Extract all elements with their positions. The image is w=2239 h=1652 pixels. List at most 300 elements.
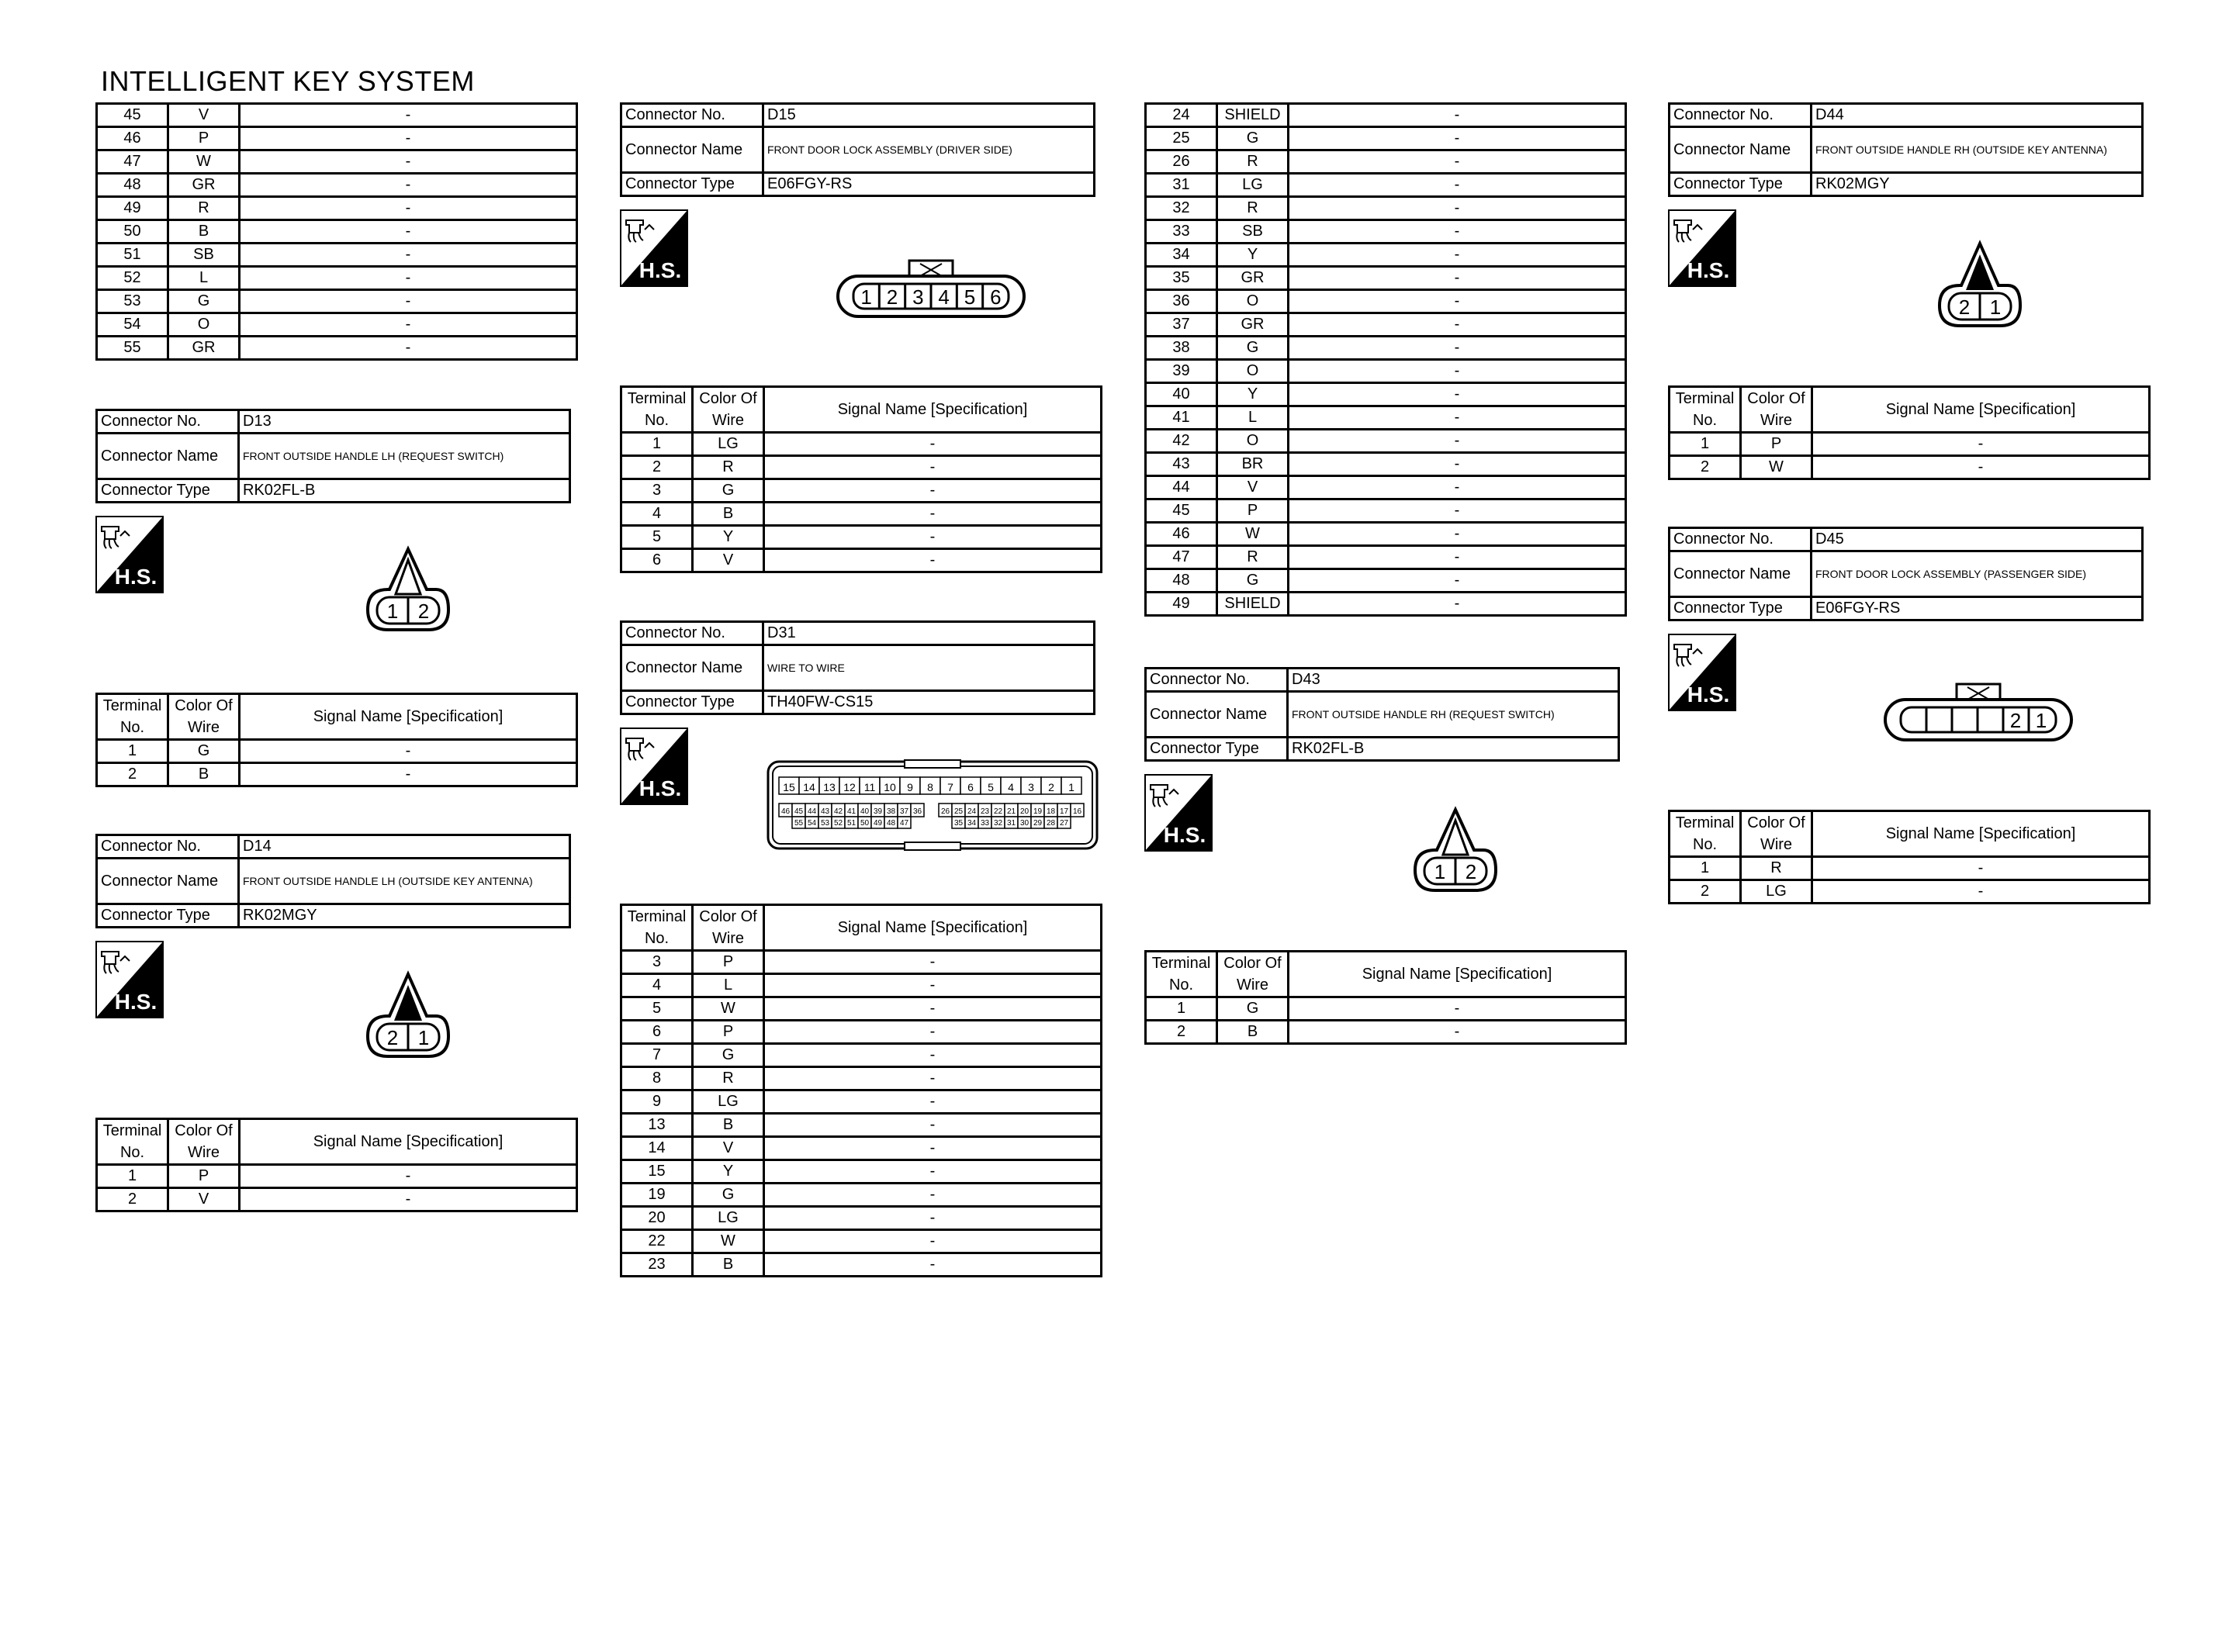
table-row (1146, 383, 1626, 406)
wire-color: V (168, 1188, 240, 1211)
table-row (621, 997, 1102, 1021)
terminal-table (1668, 385, 2151, 480)
signal-name: - (1289, 453, 1626, 476)
wire-color: O (1217, 360, 1289, 383)
terminal-no: 2 (97, 1188, 168, 1211)
signal-name: - (1812, 433, 2150, 456)
connector-field-label: Connector No. (621, 622, 763, 645)
table-row (1146, 997, 1626, 1021)
terminal-no: 14 (621, 1137, 693, 1160)
pin-label: 6 (967, 781, 974, 793)
pin-label: 25 (953, 807, 964, 816)
terminal-no: 52 (97, 267, 168, 290)
pin-label: 31 (1006, 819, 1016, 828)
connector-field-value: FRONT OUTSIDE HANDLE RH (REQUEST SWITCH) (1288, 692, 1619, 738)
pin-label: 27 (1059, 819, 1069, 828)
harness-side-icon (95, 941, 164, 1018)
pin-label: 22 (993, 807, 1003, 816)
terminal-table (620, 904, 1102, 1277)
terminal-no: 37 (1146, 313, 1217, 337)
signal-name-header: Signal Name [Specification] (764, 905, 1102, 951)
signal-name: - (764, 1044, 1102, 1067)
table-row (1146, 127, 1626, 150)
table-row (621, 433, 1102, 456)
terminal-no-header: Terminal No. (1146, 952, 1217, 997)
terminal-no: 50 (97, 220, 168, 244)
signal-name: - (1289, 244, 1626, 267)
terminal-no: 23 (621, 1253, 693, 1277)
wire-color: W (1741, 456, 1812, 479)
table-row (1670, 456, 2150, 479)
pin-label: 9 (907, 781, 913, 793)
wire-color: LG (693, 433, 764, 456)
connector-field-value: D44 (1812, 104, 2143, 127)
pin-label: 32 (993, 819, 1003, 828)
pin-label: 1 (417, 1026, 430, 1049)
table-row (1670, 857, 2150, 880)
terminal-table (1144, 102, 1627, 617)
table-row (1146, 546, 1626, 569)
signal-name: - (764, 1184, 1102, 1207)
pin-label: 37 (899, 807, 909, 816)
table-row (1146, 453, 1626, 476)
wire-color: L (693, 974, 764, 997)
signal-name: - (1289, 569, 1626, 593)
table-row (97, 220, 577, 244)
signal-name: - (240, 313, 577, 337)
connector-field-label: Connector No. (1670, 528, 1812, 551)
terminal-no: 6 (621, 1021, 693, 1044)
terminal-no: 1 (621, 433, 693, 456)
connector-field-value: RK02FL-B (1288, 738, 1619, 761)
table-row (621, 1090, 1102, 1114)
color-of-wire-header: Color Of Wire (693, 387, 764, 433)
wire-color: R (1217, 150, 1289, 174)
connector-d44-face (1933, 239, 2026, 330)
wire-color: V (693, 1137, 764, 1160)
terminal-no: 39 (1146, 360, 1217, 383)
terminal-no: 40 (1146, 383, 1217, 406)
connector-d14-info (95, 834, 571, 928)
table-row (1146, 593, 1626, 616)
terminal-no: 22 (621, 1230, 693, 1253)
signal-name: - (764, 951, 1102, 974)
pin-label: 14 (803, 781, 815, 793)
harness-side-icon (1668, 209, 1736, 287)
signal-name-header: Signal Name [Specification] (240, 694, 577, 740)
signal-name: - (240, 740, 577, 763)
connector-info-table (1668, 102, 2144, 197)
wire-color: W (1217, 523, 1289, 546)
wire-color: G (168, 740, 240, 763)
connector-field-label: Connector Type (1670, 173, 1812, 196)
pin-label: 1 (1068, 781, 1075, 793)
terminal-no: 20 (621, 1207, 693, 1230)
wire-color: SB (1217, 220, 1289, 244)
terminal-no: 32 (1146, 197, 1217, 220)
terminal-no: 13 (621, 1114, 693, 1137)
connector-field-label: Connector Name (1670, 551, 1812, 597)
pin-label: 23 (980, 807, 990, 816)
signal-name: - (1289, 546, 1626, 569)
table-row (621, 549, 1102, 572)
terminal-no: 31 (1146, 174, 1217, 197)
wire-color: B (693, 1114, 764, 1137)
connector-info-table (1144, 667, 1620, 762)
connector-d15-terminals (620, 385, 1102, 573)
terminal-no: 5 (621, 997, 693, 1021)
connector-field-label: Connector Type (97, 479, 239, 503)
pin-label: 47 (899, 819, 909, 828)
wire-color: W (693, 1230, 764, 1253)
wire-color: R (1217, 197, 1289, 220)
connector-field-label: Connector Type (621, 173, 763, 196)
terminal-table (1668, 810, 2151, 904)
signal-name: - (1812, 880, 2150, 904)
terminal-no: 35 (1146, 267, 1217, 290)
terminal-no: 49 (97, 197, 168, 220)
signal-name: - (764, 1090, 1102, 1114)
pin-label: 10 (884, 781, 896, 793)
table-row (1146, 290, 1626, 313)
table-row (1146, 406, 1626, 430)
wire-color: W (693, 997, 764, 1021)
terminal-no: 46 (1146, 523, 1217, 546)
terminal-no: 2 (97, 763, 168, 786)
table-row (1670, 433, 2150, 456)
wire-color: SB (168, 244, 240, 267)
table-row (97, 763, 577, 786)
terminal-no: 15 (621, 1160, 693, 1184)
continued-terminal-table-b (1144, 102, 1627, 617)
terminal-table (1144, 950, 1627, 1045)
terminal-no: 54 (97, 313, 168, 337)
continued-terminal-table-a (95, 102, 578, 361)
signal-name: - (764, 549, 1102, 572)
wire-color: G (1217, 337, 1289, 360)
table-row (97, 244, 577, 267)
signal-name: - (764, 1067, 1102, 1090)
signal-name: - (1289, 997, 1626, 1021)
connector-field-value: D43 (1288, 669, 1619, 692)
connector-d15-face (835, 257, 1027, 320)
pin-label: 13 (823, 781, 836, 793)
wire-color: R (693, 456, 764, 479)
table-row (97, 127, 577, 150)
table-row (621, 1207, 1102, 1230)
pin-label: 30 (1019, 819, 1030, 828)
terminal-no: 53 (97, 290, 168, 313)
table-row (1146, 197, 1626, 220)
table-row (1146, 104, 1626, 127)
pin-label: 12 (843, 781, 856, 793)
connector-field-value: TH40FW-CS15 (763, 691, 1095, 714)
signal-name: - (1289, 290, 1626, 313)
wire-color: GR (1217, 313, 1289, 337)
table-row (1146, 244, 1626, 267)
connector-field-value: E06FGY-RS (1812, 597, 2143, 620)
table-row (1146, 523, 1626, 546)
connector-field-label: Connector Type (1146, 738, 1288, 761)
terminal-no: 4 (621, 503, 693, 526)
table-row (97, 337, 577, 360)
signal-name: - (1289, 1021, 1626, 1044)
table-row (621, 526, 1102, 549)
signal-name: - (1289, 313, 1626, 337)
wire-color: LG (1741, 880, 1812, 904)
terminal-no: 1 (97, 740, 168, 763)
pin-label: 28 (1046, 819, 1056, 828)
pin-label: 1 (2035, 709, 2047, 732)
wire-color: B (693, 1253, 764, 1277)
wire-color: L (168, 267, 240, 290)
signal-name: - (764, 526, 1102, 549)
table-row (621, 1184, 1102, 1207)
signal-name: - (1289, 523, 1626, 546)
color-of-wire-header: Color Of Wire (1741, 387, 1812, 433)
signal-name: - (1289, 476, 1626, 499)
terminal-no: 46 (97, 127, 168, 150)
connector-field-label: Connector No. (97, 410, 239, 434)
signal-name: - (1289, 150, 1626, 174)
pin-label: 38 (886, 807, 896, 816)
table-row (621, 1160, 1102, 1184)
wire-color: G (1217, 127, 1289, 150)
signal-name: - (240, 150, 577, 174)
signal-name: - (1289, 499, 1626, 523)
connector-field-label: Connector Name (97, 859, 239, 904)
pin-label: 53 (820, 819, 830, 828)
signal-name: - (764, 456, 1102, 479)
color-of-wire-header: Color Of Wire (1741, 811, 1812, 857)
pin-label: 4 (938, 285, 950, 309)
pin-label: 29 (1033, 819, 1043, 828)
pin-label: 20 (1019, 807, 1030, 816)
pin-label: 2 (1958, 295, 1971, 319)
pin-label: 48 (886, 819, 896, 828)
terminal-no: 43 (1146, 453, 1217, 476)
terminal-no: 42 (1146, 430, 1217, 453)
connector-d45-terminals (1668, 810, 2151, 904)
terminal-no-header: Terminal No. (97, 694, 168, 740)
signal-name: - (1289, 104, 1626, 127)
signal-name-header: Signal Name [Specification] (240, 1119, 577, 1165)
terminal-no: 2 (621, 456, 693, 479)
signal-name: - (240, 763, 577, 786)
signal-name: - (1289, 127, 1626, 150)
pin-label: 2 (1465, 860, 1477, 883)
table-row (97, 150, 577, 174)
terminal-no: 47 (97, 150, 168, 174)
terminal-table (620, 385, 1102, 573)
signal-name: - (240, 1188, 577, 1211)
connector-d13-face (362, 543, 455, 634)
wire-color: LG (1217, 174, 1289, 197)
signal-name: - (240, 337, 577, 360)
pin-label: 4 (1008, 781, 1014, 793)
wire-color: Y (1217, 244, 1289, 267)
terminal-table (95, 1118, 578, 1212)
wire-color: R (168, 197, 240, 220)
pin-label: 6 (990, 285, 1002, 309)
signal-name: - (1289, 197, 1626, 220)
table-row (621, 1044, 1102, 1067)
wire-color: P (693, 951, 764, 974)
table-row (1146, 267, 1626, 290)
table-row (97, 290, 577, 313)
terminal-no: 45 (1146, 499, 1217, 523)
connector-d44-terminals (1668, 385, 2151, 480)
connector-info-table (95, 834, 571, 928)
table-row (621, 1114, 1102, 1137)
harness-side-icon (1144, 774, 1213, 852)
terminal-no: 2 (1670, 880, 1741, 904)
terminal-no: 8 (621, 1067, 693, 1090)
wire-color: B (693, 503, 764, 526)
pin-label: 2 (886, 285, 898, 309)
terminal-no: 1 (1670, 433, 1741, 456)
wire-color: LG (693, 1207, 764, 1230)
signal-name: - (764, 974, 1102, 997)
connector-d14-face (362, 969, 455, 1061)
pin-label: 18 (1046, 807, 1056, 816)
pin-label: 21 (1006, 807, 1016, 816)
wire-color: B (1217, 1021, 1289, 1044)
terminal-no: 5 (621, 526, 693, 549)
table-row (97, 197, 577, 220)
connector-field-value: D14 (239, 835, 570, 859)
signal-name: - (764, 1160, 1102, 1184)
table-row (97, 174, 577, 197)
signal-name: - (240, 290, 577, 313)
terminal-no: 9 (621, 1090, 693, 1114)
terminal-no: 7 (621, 1044, 693, 1067)
connector-d43-terminals (1144, 950, 1627, 1045)
wire-color: V (693, 549, 764, 572)
pin-label: 15 (783, 781, 795, 793)
connector-field-value: D15 (763, 104, 1095, 127)
terminal-no: 48 (1146, 569, 1217, 593)
connector-d44-info (1668, 102, 2144, 197)
terminal-no: 1 (1670, 857, 1741, 880)
table-row (621, 1230, 1102, 1253)
connector-field-value: RK02MGY (239, 904, 570, 928)
table-row (621, 479, 1102, 503)
wire-color: R (1217, 546, 1289, 569)
signal-name: - (1289, 383, 1626, 406)
signal-name: - (240, 104, 577, 127)
wire-color: G (1217, 569, 1289, 593)
pin-label: 2 (386, 1026, 399, 1049)
signal-name: - (764, 1253, 1102, 1277)
pin-label: 51 (846, 819, 856, 828)
table-row (621, 1021, 1102, 1044)
connector-field-label: Connector No. (1670, 104, 1812, 127)
table-row (1146, 476, 1626, 499)
connector-field-label: Connector Type (1670, 597, 1812, 620)
wire-color: O (1217, 430, 1289, 453)
terminal-no: 36 (1146, 290, 1217, 313)
terminal-no: 48 (97, 174, 168, 197)
connector-field-value: RK02FL-B (239, 479, 570, 503)
pin-label: 36 (912, 807, 922, 816)
connector-field-label: Connector Name (1670, 127, 1812, 173)
pin-label: 33 (980, 819, 990, 828)
pin-label: 26 (940, 807, 950, 816)
signal-name: - (1289, 593, 1626, 616)
pin-label: 43 (820, 807, 830, 816)
terminal-no: 6 (621, 549, 693, 572)
terminal-no: 34 (1146, 244, 1217, 267)
connector-field-label: Connector Name (621, 127, 763, 173)
wire-color: L (1217, 406, 1289, 430)
connector-d45-face (1882, 681, 2075, 743)
pin-label: 50 (860, 819, 870, 828)
wire-color: GR (1217, 267, 1289, 290)
harness-side-icon (620, 728, 688, 805)
pin-label: 49 (873, 819, 883, 828)
connector-field-label: Connector Name (1146, 692, 1288, 738)
wire-color: P (693, 1021, 764, 1044)
terminal-no-header: Terminal No. (621, 387, 693, 433)
wire-color: O (1217, 290, 1289, 313)
terminal-no: 2 (1670, 456, 1741, 479)
connector-field-label: Connector Name (621, 645, 763, 691)
table-row (97, 1188, 577, 1211)
signal-name: - (764, 1137, 1102, 1160)
signal-name: - (1289, 337, 1626, 360)
connector-d31-face (765, 759, 1100, 852)
pin-label: 2 (2009, 709, 2022, 732)
harness-side-icon (95, 516, 164, 593)
table-row (621, 1067, 1102, 1090)
color-of-wire-header: Color Of Wire (1217, 952, 1289, 997)
terminal-no: 4 (621, 974, 693, 997)
terminal-no: 1 (1146, 997, 1217, 1021)
terminal-no: 24 (1146, 104, 1217, 127)
pin-label: 35 (953, 819, 964, 828)
signal-name-header: Signal Name [Specification] (1812, 387, 2150, 433)
pin-label: 19 (1033, 807, 1043, 816)
wire-color: V (1217, 476, 1289, 499)
signal-name: - (1289, 360, 1626, 383)
harness-side-icon (1668, 634, 1736, 711)
signal-name: - (764, 997, 1102, 1021)
wire-color: Y (1217, 383, 1289, 406)
table-row (621, 1137, 1102, 1160)
connector-field-label: Connector Type (97, 904, 239, 928)
table-row (1146, 150, 1626, 174)
connector-info-table (1668, 527, 2144, 621)
table-row (621, 503, 1102, 526)
connector-d31-info (620, 620, 1095, 715)
wire-color: B (168, 763, 240, 786)
terminal-no: 1 (97, 1165, 168, 1188)
signal-name: - (1812, 857, 2150, 880)
signal-name: - (764, 1230, 1102, 1253)
signal-name: - (764, 1207, 1102, 1230)
terminal-no: 38 (1146, 337, 1217, 360)
pin-label: 41 (846, 807, 856, 816)
harness-side-icon (620, 209, 688, 287)
terminal-no: 49 (1146, 593, 1217, 616)
connector-field-value: E06FGY-RS (763, 173, 1095, 196)
pin-label: 11 (863, 781, 876, 793)
connector-d31-terminals (620, 904, 1102, 1277)
wire-color: SHIELD (1217, 593, 1289, 616)
pin-label: 3 (1028, 781, 1034, 793)
wire-color: G (693, 1044, 764, 1067)
